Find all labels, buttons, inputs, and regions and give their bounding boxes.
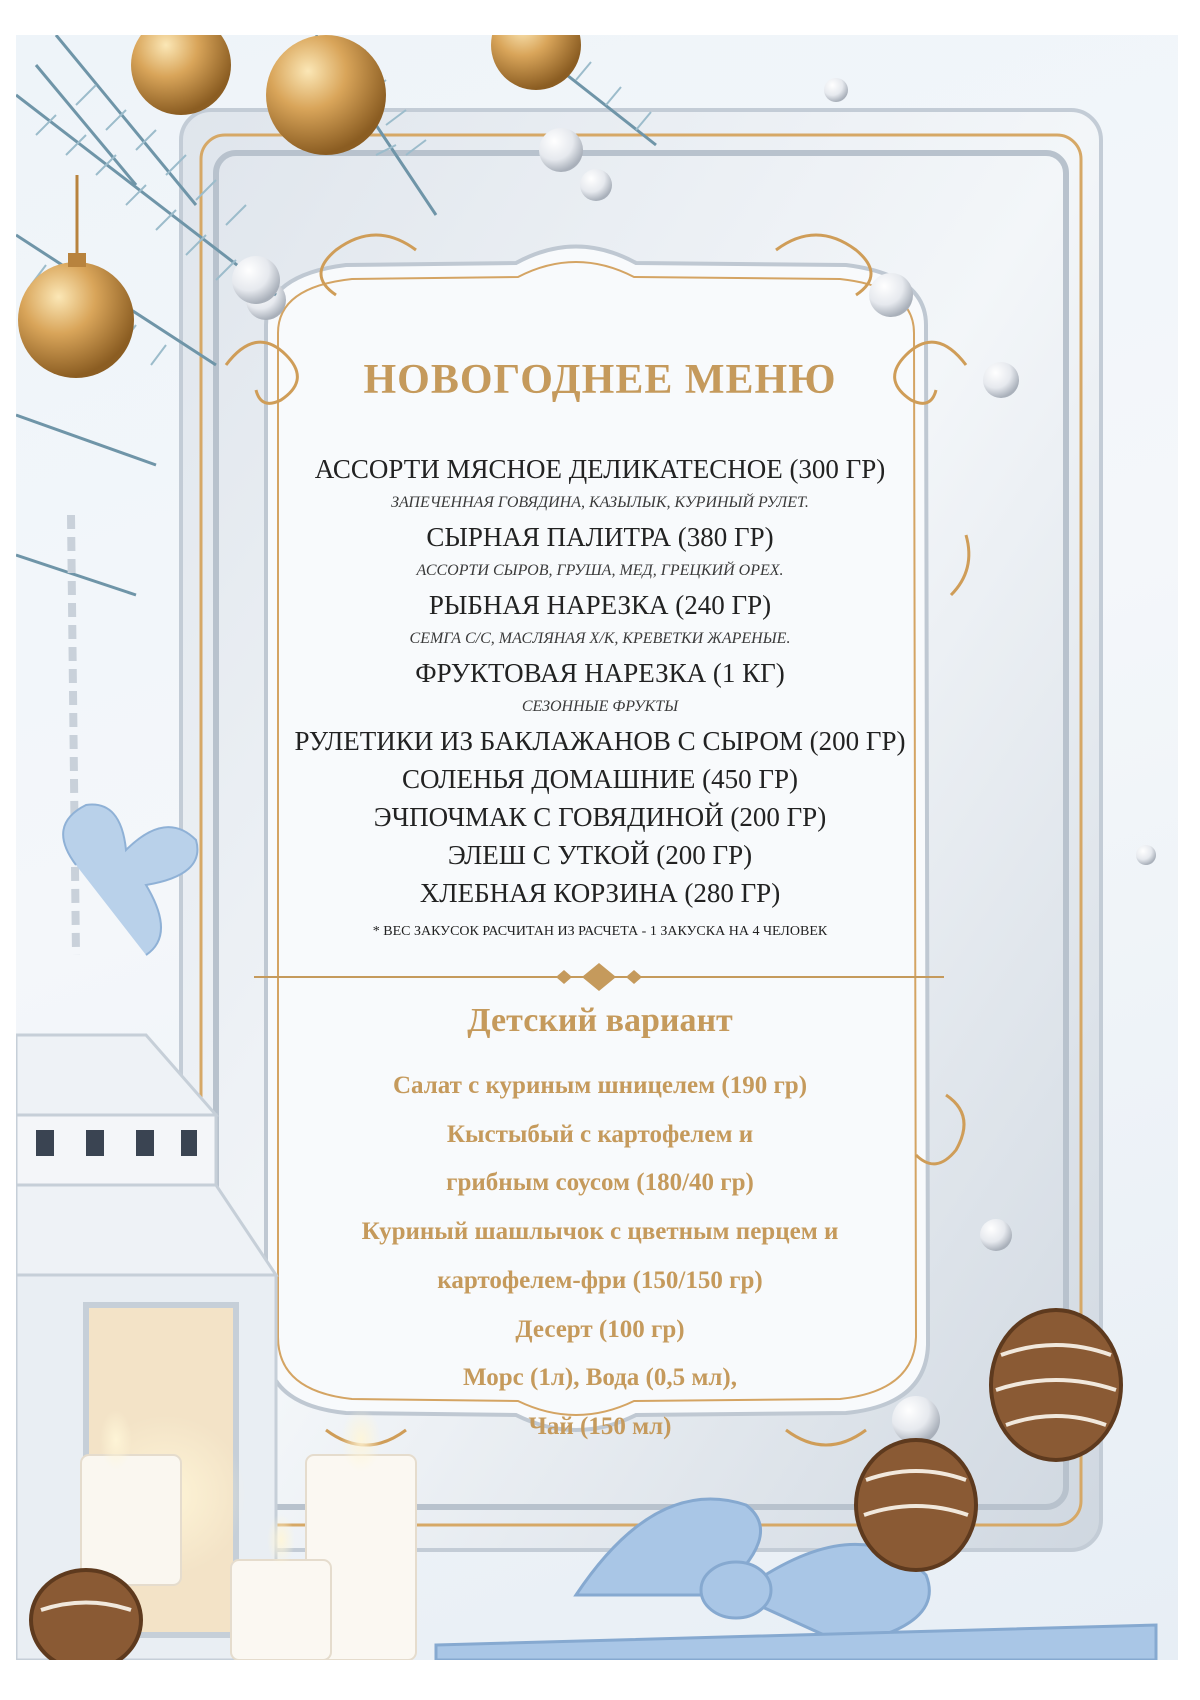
dish-name: ХЛЕБНАЯ КОРЗИНА (280 ГР) — [419, 878, 781, 908]
dish-list — [230, 450, 970, 912]
dish-description: СЕМГА С/С, МАСЛЯНАЯ Х/К, КРЕВЕТКИ ЖАРЕНЫЕ. — [409, 630, 791, 647]
dish-name: ЭЛЕШ С УТКОЙ (200 ГР) — [447, 840, 753, 870]
portion-footnote: * ВЕС ЗАКУСОК РАСЧИТАН ИЗ РАСЧЕТА - 1 ЗАКУСКА НА 4 ЧЕЛОВЕК — [372, 924, 828, 939]
kids-menu-line: Салат с куриным шницелем (190 гр) — [392, 1072, 808, 1099]
dish-name: СОЛЕНЬЯ ДОМАШНИЕ (450 ГР) — [401, 764, 799, 794]
kids-menu-line: грибным соусом (180/40 гр) — [446, 1169, 754, 1197]
dish-description: ЗАПЕЧЕННАЯ ГОВЯДИНА, КАЗЫЛЫК, КУРИНЫЙ РУЛЕТ. — [391, 494, 809, 511]
kids-menu-line: Десерт (100 гр) — [515, 1315, 685, 1343]
kids-menu-line: Кыстыбый с картофелем и — [446, 1120, 754, 1148]
dish-description: АССОРТИ СЫРОВ, ГРУША, МЕД, ГРЕЦКИЙ ОРЕХ. — [416, 562, 784, 579]
kids-menu-title: Детский вариант — [467, 1002, 733, 1039]
dish-name: СЫРНАЯ ПАЛИТРА (380 ГР) — [426, 522, 774, 552]
dish-name: ЭЧПОЧМАК С ГОВЯДИНОЙ (200 ГР) — [373, 802, 827, 832]
kids-menu-line: Морс (1л), Вода (0,5 мл), — [463, 1364, 737, 1392]
dish-name: РЫБНАЯ НАРЕЗКА (240 ГР) — [428, 590, 772, 620]
dish-description: СЕЗОННЫЕ ФРУКТЫ — [521, 698, 679, 715]
kids-menu-list — [230, 1062, 970, 1452]
kids-menu-line: картофелем-фри (150/150 гр) — [437, 1266, 763, 1294]
menu-title: НОВОГОДНЕЕ МЕНЮ — [363, 357, 837, 403]
dish-name: ФРУКТОВАЯ НАРЕЗКА (1 КГ) — [415, 658, 785, 688]
dish-name: РУЛЕТИКИ ИЗ БАКЛАЖАНОВ С СЫРОМ (200 ГР) — [294, 726, 906, 756]
ornamental-divider — [254, 962, 944, 992]
kids-menu-line: Чай (150 мл) — [528, 1412, 672, 1440]
dish-name: АССОРТИ МЯСНОЕ ДЕЛИКАТЕСНОЕ (300 ГР) — [314, 454, 886, 484]
kids-menu-line: Куриный шашлычок с цветным перцем и — [361, 1218, 839, 1246]
